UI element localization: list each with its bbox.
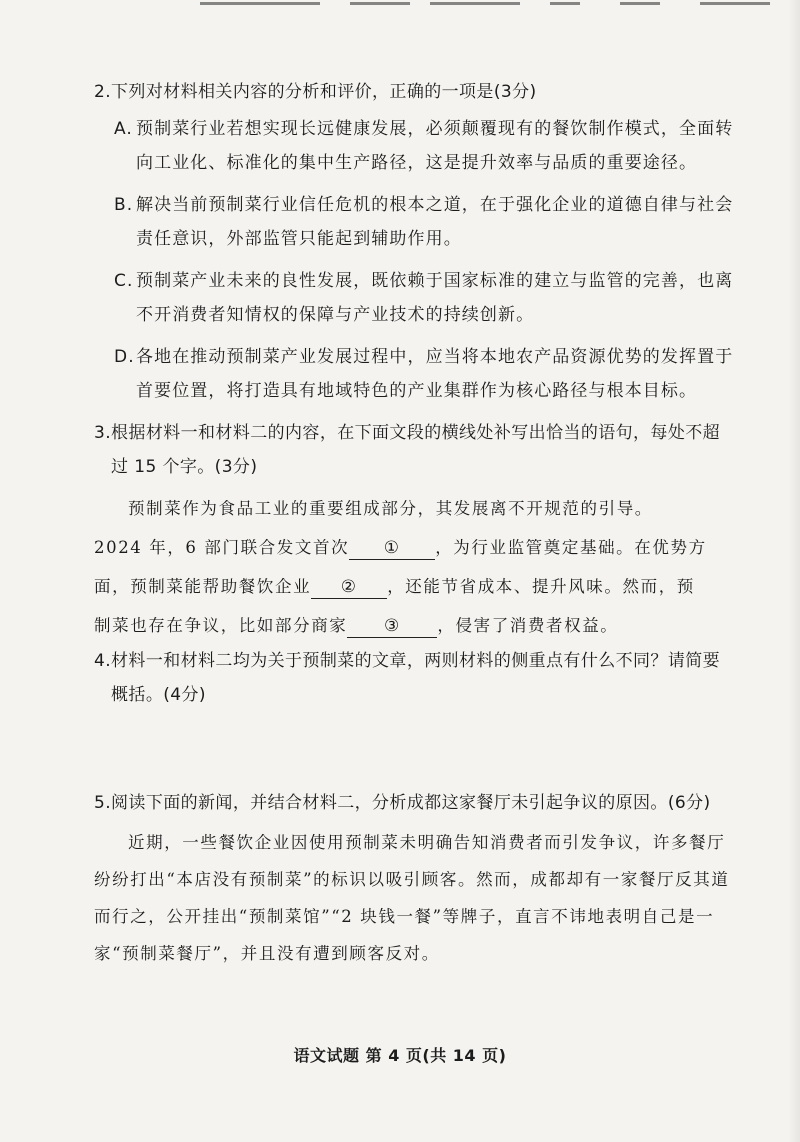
option-letter: C.	[114, 271, 134, 291]
question-2-stem	[94, 78, 736, 106]
question-text: 材料一和材料二均为关于预制菜的文章，两则材料的侧重点有什么不同？请简要概括。(4分)	[111, 651, 721, 705]
fill-passage-line-2	[94, 529, 736, 566]
question-number: 4.	[94, 651, 112, 671]
option-text: 预制菜产业未来的良性发展，既依赖于国家标准的建立与监管的完善，也离不开消费者知情权的保障与产业技术的持续创新。	[136, 271, 734, 325]
option-text: 预制菜行业若想实现长远健康发展，必须颠覆现有的餐饮制作模式，全面转向工业化、标准化的集中生产路径，这是提升效率与品质的重要途径。	[136, 119, 734, 173]
question-4	[94, 644, 736, 712]
option-letter: D.	[114, 347, 135, 367]
option-letter: B.	[114, 195, 134, 215]
passage-text: ，还能节省成本、提升风味。然而，预	[387, 577, 695, 596]
question-number: 3.	[94, 423, 112, 443]
answer-blank-3[interactable]: ③	[347, 615, 437, 638]
scan-shadow	[788, 0, 800, 1142]
scan-artifact-top	[170, 0, 790, 12]
fill-passage-line-3	[94, 568, 736, 605]
question-4-stem	[94, 644, 736, 712]
passage-line-1: 预制菜作为食品工业的重要组成部分，其发展离不开规范的引导。	[128, 499, 653, 518]
question-text: 根据材料一和材料二的内容，在下面文段的横线处补写出恰当的语句，每处不超过 15 个字。(3分)	[111, 423, 721, 477]
passage-text: ，为行业监管奠定基础。在优势方	[435, 538, 707, 557]
option-letter: A.	[114, 119, 133, 139]
question-2	[94, 78, 736, 408]
page-footer: 语文试题 第 4 页(共 14 页)	[293, 1046, 507, 1065]
answer-blank-2[interactable]: ②	[311, 576, 387, 599]
passage-text: ，侵害了消费者权益。	[437, 616, 619, 635]
question-3-stem	[94, 416, 736, 484]
option-a	[114, 112, 736, 180]
question-content	[94, 78, 736, 972]
question-text: 阅读下面的新闻，并结合材料二，分析成都这家餐厅未引起争议的原因。(6分)	[111, 793, 711, 813]
passage-text: 2024 年，6 部门联合发文首次	[94, 538, 350, 557]
question-number: 5.	[94, 793, 112, 813]
question-text: 下列对材料相关内容的分析和评价，正确的一项是(3分)	[111, 82, 537, 102]
option-d	[114, 340, 736, 408]
fill-passage-line-4	[94, 607, 736, 644]
passage-text: 面，预制菜能帮助餐饮企业	[94, 577, 312, 596]
option-text: 各地在推动预制菜产业发展过程中，应当将本地农产品资源优势的发挥置于首要位置，将打造具有地域特色的产业集群作为核心路径与根本目标。	[136, 347, 734, 401]
news-passage: 近期，一些餐饮企业因使用预制菜未明确告知消费者而引发争议，许多餐厅纷纷打出“本店没有预制菜”的标识以吸引顾客。然而，成都却有一家餐厅反其道而行之，公开挂出“预制菜馆”“2 块钱一餐”等牌子，直言不讳地表明自己是一家“预制菜餐厅”，并且没有遭到顾客反对。	[94, 833, 730, 963]
question-3	[94, 416, 736, 644]
passage-text: 制菜也存在争议，比如部分商家	[94, 616, 348, 635]
question-number: 2.	[94, 82, 112, 102]
question-5	[94, 786, 736, 972]
option-text: 解决当前预制菜行业信任危机的根本之道，在于强化企业的道德自律与社会责任意识，外部监管只能起到辅助作用。	[136, 195, 734, 249]
option-c	[114, 264, 736, 332]
option-b	[114, 188, 736, 256]
fill-passage	[94, 490, 736, 527]
answer-blank-1[interactable]: ①	[349, 537, 435, 560]
question-5-stem	[94, 786, 736, 820]
